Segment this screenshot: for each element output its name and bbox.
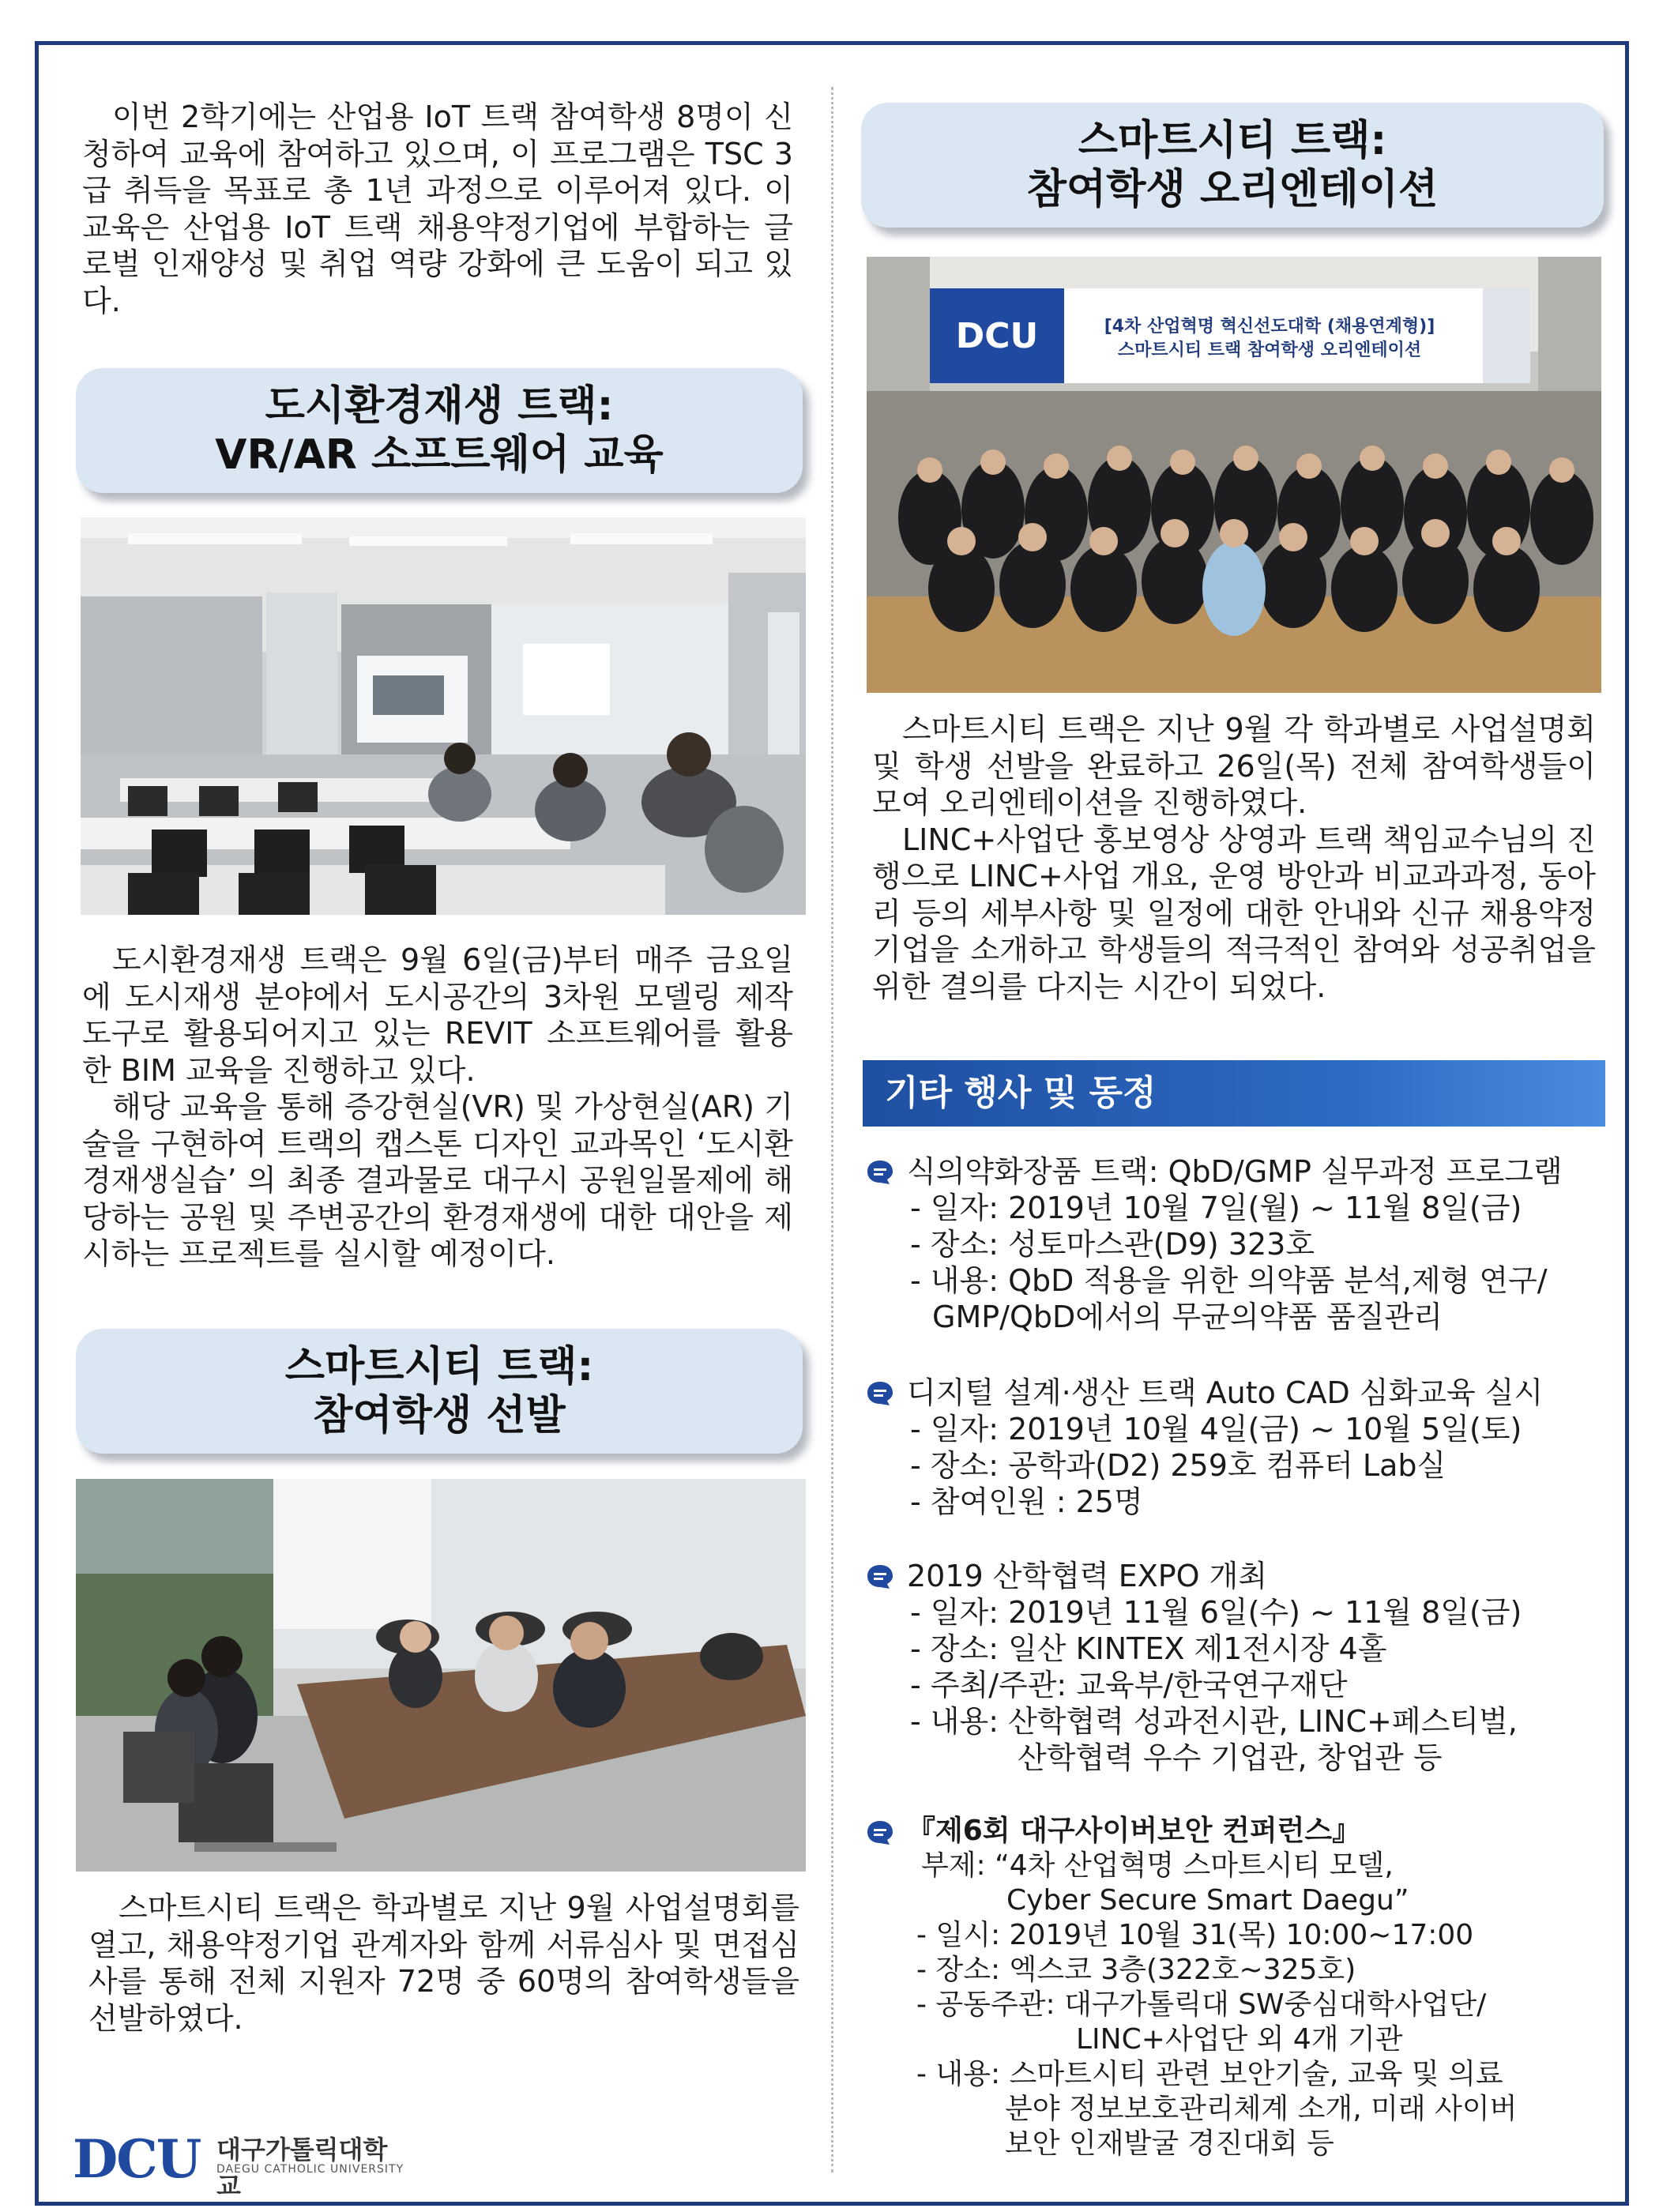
event-title: 『제6회 대구사이버보안 컨퍼런스』 [907, 1815, 1361, 1847]
vr-heading-line2: VR/AR 소프트웨어 교육 [215, 431, 664, 479]
event-detail: - 일시: 2019년 10월 31(목) 10:00~17:00 [916, 1919, 1474, 1951]
event-title-row [863, 1153, 1621, 1190]
logo-mark: DCU [73, 2128, 201, 2190]
speech-bubble-icon [866, 1819, 894, 1847]
event-title: 2019 산학협력 EXPO 개최 [907, 1559, 1268, 1593]
event-detail-continued: 산학협력 우수 기업관, 창업관 등 [1018, 1740, 1443, 1775]
event-detail: - 장소: 공학과(D2) 259호 컴퓨터 Lab실 [910, 1448, 1446, 1483]
select-paragraph [88, 1890, 799, 2037]
event-detail: - 장소: 엑스코 3층(322호~325호) [916, 1954, 1356, 1986]
intro-paragraph [82, 99, 793, 319]
banner-logo: DCU [955, 316, 1039, 356]
vr-heading-line1: 도시환경재생 트랙: [265, 382, 614, 430]
banner-text-1: [4차 산업혁명 혁신선도대학 (채용연계형)] [1104, 317, 1435, 337]
orient-para2: LINC+사업단 홍보영상 상영과 트랙 책임교수님의 진행으로 LINC+사업 개요, 운영 방안과 비교과과정, 동아리 등의 세부사항 및 일정에 대한 안내와 신규 채용약정기업을 소개하고 학생들의 적극적인 참여와 성공취업을 위한 결의를 다지는 시간이 되었다. [872, 822, 1596, 1004]
event-item [863, 1558, 1621, 1776]
logo-korean-name: 대구가톨릭대학교 [216, 2135, 388, 2201]
event-title: 디지털 설계·생산 트랙 Auto CAD 심화교육 실시 [907, 1375, 1544, 1410]
event-detail: - 장소: 성토마스관(D9) 323호 [910, 1227, 1315, 1262]
speech-bubble-icon [866, 1379, 894, 1408]
event-item [863, 1153, 1621, 1335]
event-detail-continued: 보안 인재발굴 경진대회 등 [1005, 2127, 1334, 2160]
select-text: 스마트시티 트랙은 학과별로 지난 9월 사업설명회를 열고, 채용약정기업 관계자와 함께 서류심사 및 면접심사를 통해 전체 지원자 72명 중 60명의 참여학생들을 선발하였다. [88, 1890, 799, 2036]
orientation-group-photo [867, 257, 1601, 693]
event-detail: - 일자: 2019년 10월 4일(금) ~ 10월 5일(토) [910, 1412, 1522, 1446]
vr-track-heading [76, 368, 803, 493]
event-detail: - 내용: 산학협력 성과전시관, LINC+페스티벌, [910, 1704, 1518, 1739]
event-detail-continued: LINC+사업단 외 4개 기관 [1076, 2023, 1403, 2056]
event-title-row [863, 1814, 1621, 1849]
event-detail: - 참여인원 : 25명 [910, 1484, 1143, 1519]
event-detail: - 장소: 일산 KINTEX 제1전시장 4홀 [910, 1631, 1387, 1666]
orient-paragraph [872, 711, 1596, 1005]
event-detail-continued: GMP/QbD에서의 무균의약품 품질관리 [932, 1300, 1443, 1334]
event-subtitle-continued: Cyber Secure Smart Daegu” [1006, 1884, 1409, 1917]
event-item [863, 1814, 1621, 2161]
event-detail: - 일자: 2019년 10월 7일(월) ~ 11월 8일(금) [910, 1191, 1522, 1225]
orient-track-heading [861, 103, 1604, 228]
select-heading-line1: 스마트시티 트랙: [284, 1343, 594, 1390]
speech-bubble-icon [866, 1158, 894, 1187]
event-detail: - 일자: 2019년 11월 6일(수) ~ 11월 8일(금) [910, 1595, 1522, 1630]
event-detail: - 주최/주관: 교육부/한국연구재단 [910, 1668, 1348, 1702]
other-events-bar: 기타 행사 및 동정 [863, 1060, 1605, 1127]
banner-text-2: 스마트시티 트랙 참여학생 오리엔테이션 [1117, 340, 1422, 360]
event-title-row [863, 1558, 1621, 1594]
event-detail: - 공동주관: 대구가톨릭대 SW중심대학사업단/ [916, 1988, 1487, 2021]
dcu-logo [73, 2125, 404, 2201]
event-title-row [863, 1375, 1621, 1411]
speech-bubble-icon [866, 1563, 894, 1591]
intro-text: 이번 2학기에는 산업용 IoT 트랙 참여학생 8명이 신청하여 교육에 참여하고 있으며, 이 프로그램은 TSC 3급 취득을 목표로 총 1년 과정으로 이루어져 있다. 이 교육은 산업용 IoT 트랙 채용약정기업에 부합하는 글로벌 인재양성 및 취업 역량 강화에 큰 도움이 되고 있다. [82, 100, 793, 318]
event-subtitle: 부제: “4차 산업혁명 스마트시티 모델, [921, 1849, 1394, 1882]
vr-classroom-photo [81, 517, 806, 915]
event-detail: - 내용: 스마트시티 관련 보안기술, 교육 및 의료 [916, 2058, 1503, 2090]
vr-para1: 도시환경재생 트랙은 9월 6일(금)부터 매주 금요일에 도시재생 분야에서 도시공간의 3차원 모델링 제작 도구로 활용되어지고 있는 REVIT 소프트웨어를 활용한 BIM 교육을 진행하고 있다. [82, 942, 793, 1088]
vr-para2: 해당 교육을 통해 증강현실(VR) 및 가상현실(AR) 기술을 구현하여 트랙의 캡스톤 디자인 교과목인 ‘도시환경재생실습’ 의 최종 결과물로 대구시 공원일몰제에 해당하는 공원 및 주변공간의 환경재생에 대한 대안을 제시하는 프로젝트를 실시할 예정이다. [82, 1089, 793, 1271]
event-item [863, 1375, 1621, 1520]
event-detail-continued: 분야 정보보호관리체계 소개, 미래 사이버 [1005, 2093, 1518, 2125]
select-track-heading [76, 1329, 803, 1454]
orient-heading-line1: 스마트시티 트랙: [1078, 117, 1387, 164]
orient-heading-line2: 참여학생 오리엔테이션 [1026, 166, 1439, 213]
event-title: 식의약화장품 트랙: QbD/GMP 실무과정 프로그램 [907, 1154, 1563, 1189]
event-detail: - 내용: QbD 적용을 위한 의약품 분석,제형 연구/ [910, 1263, 1548, 1298]
vr-paragraph [82, 942, 793, 1273]
select-heading-line2: 참여학생 선발 [313, 1392, 566, 1439]
logo-english-name: DAEGU CATHOLIC UNIVERSITY [216, 2163, 404, 2176]
column-divider [831, 87, 833, 2172]
orient-para1: 스마트시티 트랙은 지난 9월 각 학과별로 사업설명회 및 학생 선발을 완료하고 26일(목) 전체 참여학생들이 모여 오리엔테이션을 진행하였다. [872, 712, 1596, 820]
interview-photo [76, 1479, 806, 1872]
